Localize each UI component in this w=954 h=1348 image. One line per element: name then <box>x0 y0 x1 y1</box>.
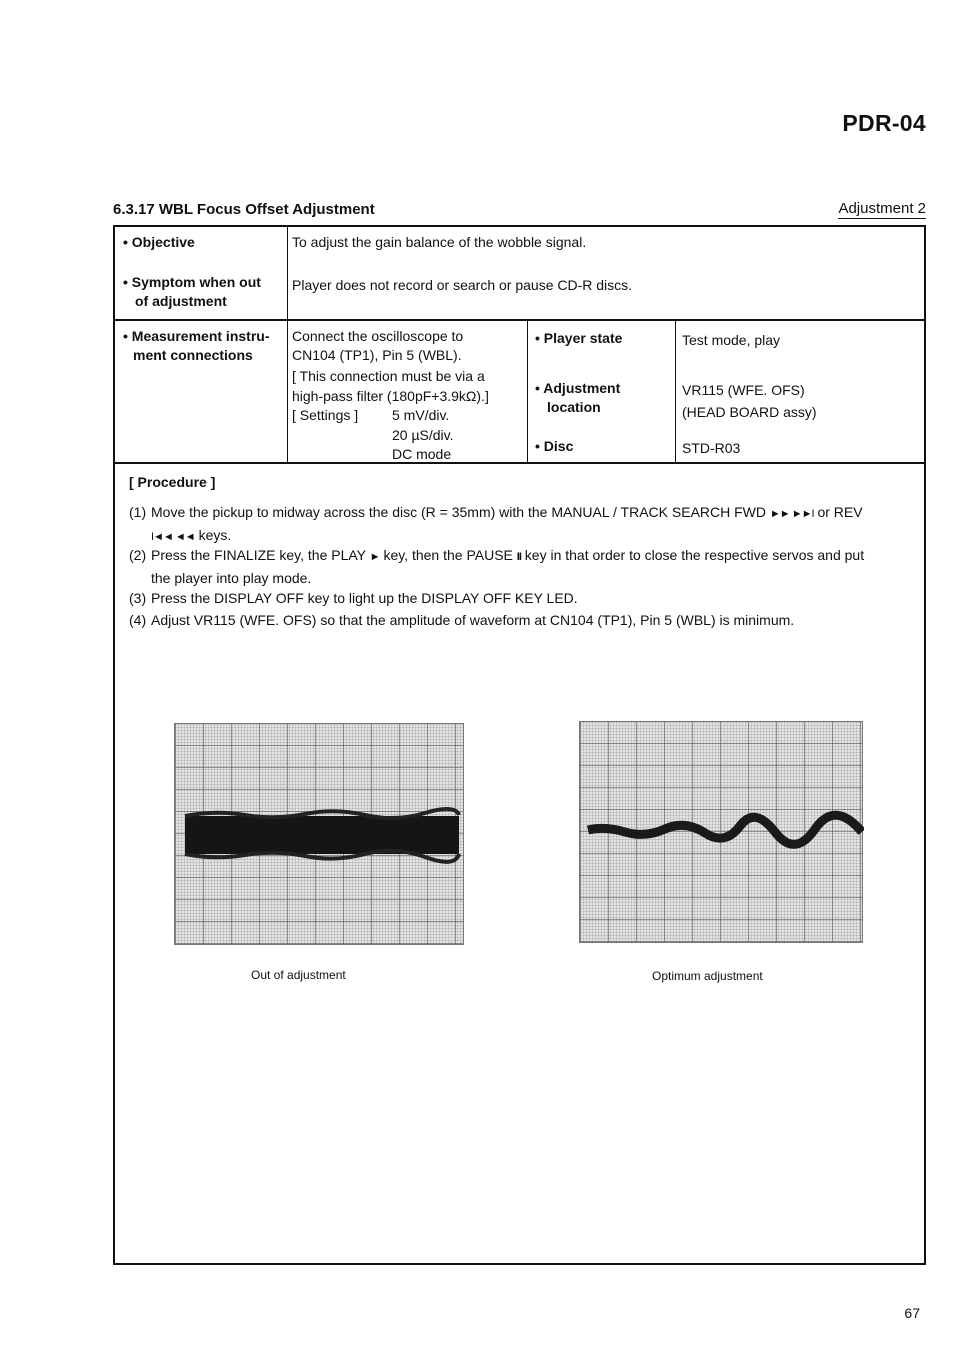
measurement-line: CN104 (TP1), Pin 5 (WBL). <box>292 347 462 363</box>
objective-label: • Objective <box>123 234 195 250</box>
step-number: (2) <box>129 547 147 563</box>
oscilloscope-optimum-adjustment <box>579 721 863 943</box>
page-number: 67 <box>904 1305 920 1321</box>
step-text: the player into play mode. <box>151 570 312 586</box>
caption-out-of-adjustment: Out of adjustment <box>251 968 346 982</box>
adjustment-frame <box>113 225 926 1265</box>
step-text: key, then the PAUSE <box>383 547 513 563</box>
procedure-step-1 <box>129 502 919 548</box>
adjustment-location-value-cont: (HEAD BOARD assy) <box>682 404 817 420</box>
step-number: (4) <box>129 612 147 628</box>
pause-icon: II <box>516 551 521 563</box>
symptom-text: Player does not record or search or pause CD-R discs. <box>292 277 633 293</box>
step-text: or REV <box>817 504 863 520</box>
waveform-optimum-adjustment <box>580 722 864 944</box>
step-text: Press the DISPLAY OFF key to light up the DISPLAY OFF KEY LED. <box>151 590 578 606</box>
model-number: PDR-04 <box>842 110 926 136</box>
column-divider <box>527 321 528 462</box>
step-text: key in that order to close the respective servos and put <box>524 547 865 563</box>
play-icon: ► <box>369 551 380 563</box>
adjustment-location-value: VR115 (WFE. OFS) <box>682 382 805 398</box>
measurement-label-cont: ment connections <box>133 347 253 363</box>
caption-optimum-adjustment: Optimum adjustment <box>652 969 763 983</box>
symptom-label: • Symptom when out <box>123 274 261 290</box>
measurement-label: • Measurement instru- <box>123 328 270 344</box>
player-state-value: Test mode, play <box>682 332 781 348</box>
step-text: Adjust VR115 (WFE. OFS) so that the amplitude of waveform at CN104 (TP1), Pin 5 (WBL) is minimum. <box>151 612 795 628</box>
oscilloscope-out-of-adjustment <box>174 723 464 945</box>
column-divider <box>675 321 676 462</box>
procedure-step-2 <box>129 545 919 589</box>
disc-label: • Disc <box>535 438 574 454</box>
objective-row <box>115 227 924 321</box>
step-number: (3) <box>129 590 147 606</box>
adjustment-location-label: • Adjustment <box>535 380 621 396</box>
procedure-title: [ Procedure ] <box>129 474 216 490</box>
measurement-line: Connect the oscilloscope to <box>292 328 464 344</box>
measurement-line: high-pass filter (180pF+3.9kΩ).] <box>292 388 489 404</box>
step-number: (1) <box>129 504 147 520</box>
section-title: 6.3.17 WBL Focus Offset Adjustment <box>113 201 375 218</box>
measurement-row <box>115 321 924 464</box>
fast-forward-next-icon: ►► ►►I <box>769 508 814 520</box>
adjustment-location-label-cont: location <box>547 399 601 415</box>
procedure-step-4 <box>129 610 919 631</box>
step-text: Press the FINALIZE key, the PLAY <box>151 547 366 563</box>
step-text: Move the pickup to midway across the disc (R = 35mm) with the MANUAL / TRACK SEARCH FWD <box>151 504 767 520</box>
player-state-label: • Player state <box>535 330 623 346</box>
column-divider <box>287 321 288 462</box>
adjustment-label: Adjustment 2 <box>838 200 926 217</box>
objective-text: To adjust the gain balance of the wobble signal. <box>292 234 587 250</box>
measurement-line: [ This connection must be via a <box>292 368 485 384</box>
settings-value: 5 mV/div. <box>392 407 450 423</box>
procedure-step-3 <box>129 588 919 609</box>
disc-value: STD-R03 <box>682 440 741 456</box>
settings-value: 20 µS/div. <box>392 427 454 443</box>
column-divider <box>287 227 288 319</box>
settings-value: DC mode <box>392 446 452 462</box>
previous-rewind-icon: I◄◄ ◄◄ <box>151 531 195 543</box>
settings-label: [ Settings ] <box>292 407 359 423</box>
symptom-label-cont: of adjustment <box>135 293 227 309</box>
step-text: keys. <box>198 527 232 543</box>
waveform-out-of-adjustment <box>175 724 465 946</box>
